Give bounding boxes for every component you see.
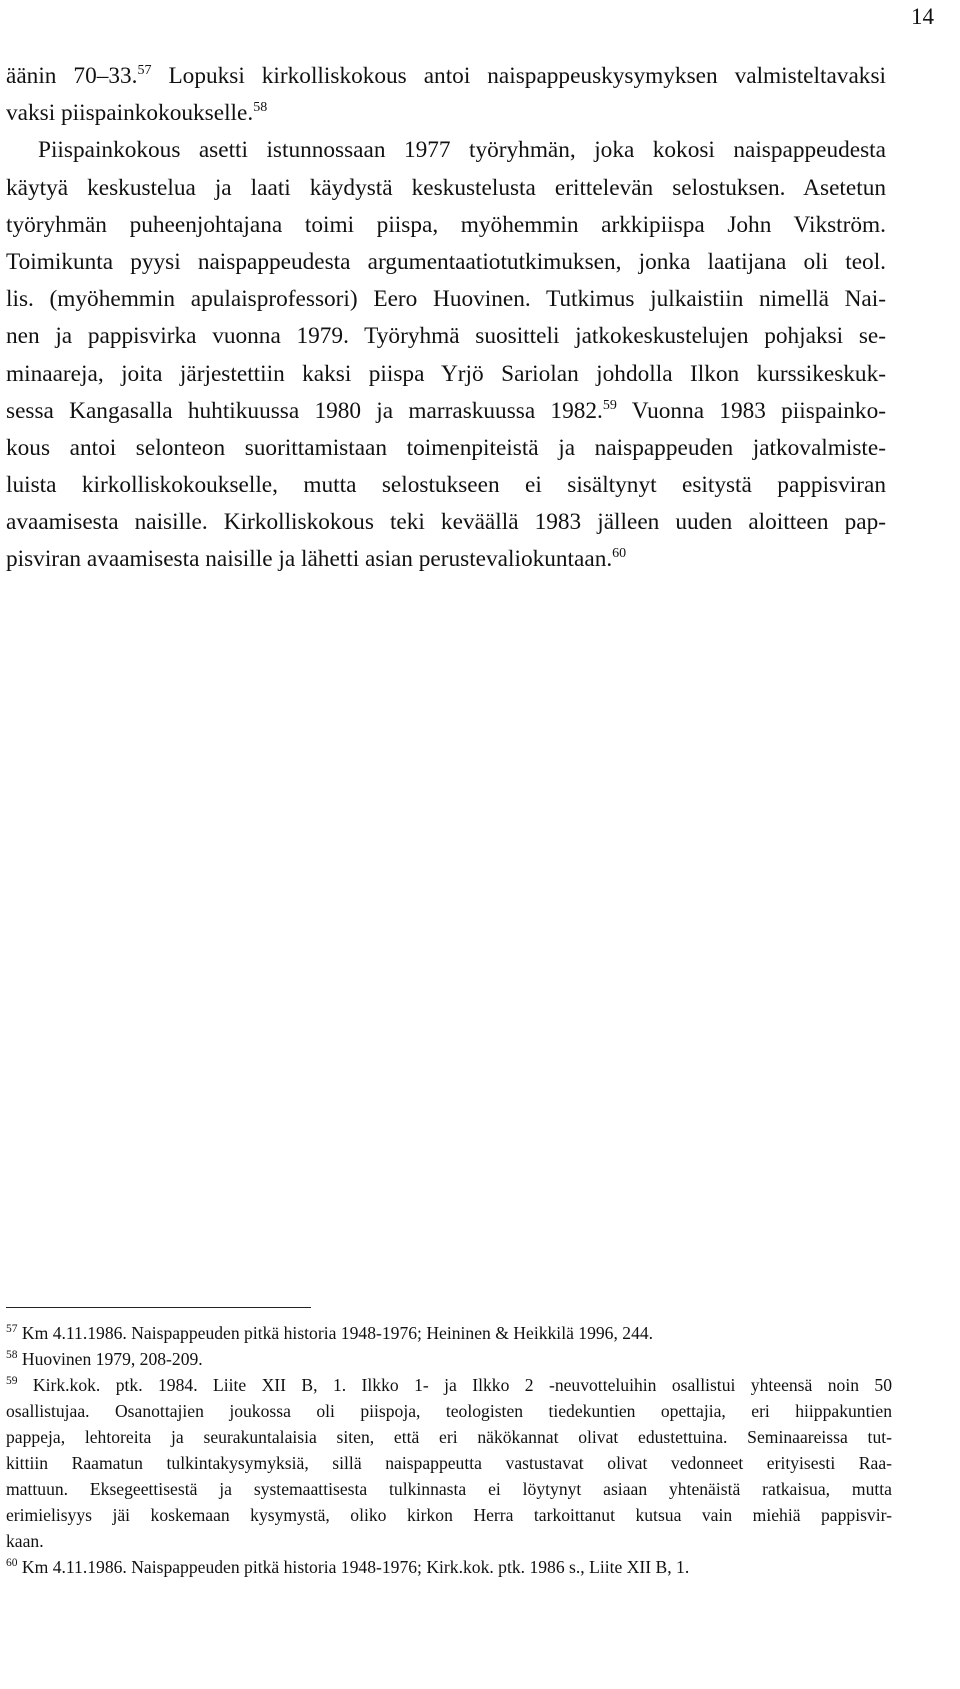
footnote-line: kaan.	[6, 1531, 44, 1551]
body-line: Toimikunta pyysi naispappeudesta argumentaatiotutkimuksen, jonka laatijana oli teol.	[6, 248, 886, 275]
footnote-line: $^{58}$ Huovinen 1979, 208-209.	[6, 1349, 203, 1369]
body-line: avaamisesta naisille. Kirkolliskokous teki keväällä 1983 jälleen uuden aloitteen pap-	[6, 509, 886, 536]
footnote-separator	[6, 1307, 311, 1308]
footnote-number: 59	[6, 1375, 18, 1387]
footnote-ref: 59	[602, 397, 617, 413]
footnote-line: $^{57}$ Km 4.11.1986. Naispappeuden pitkä historia 1948-1976; Heininen & Heikkilä 1996, 244.	[6, 1323, 654, 1343]
footnote-number: 60	[6, 1557, 18, 1569]
body-line: Piispainkokous asetti istunnossaan 1977 työryhmän, joka kokosi naispappeudesta	[38, 137, 886, 164]
body-line: työryhmän puheenjohtajana toimi piispa, myöhemmin arkkipiispa John Vikström.	[6, 211, 886, 238]
footnote-line: $^{59}$ Kirk.kok. ptk. 1984. Liite XII B, 1. Ilkko 1- ja Ilkko 2 -neuvotteluihin osallistui yhteensä noin 50	[6, 1375, 892, 1395]
body-line: kous antoi selonteon suorittamistaan toimenpiteistä ja naispappeuden jatkovalmiste-	[6, 434, 886, 461]
body-line: lis. (myöhemmin apulaisprofessori) Eero Huovinen. Tutkimus julkaistiin nimellä Nai-	[6, 286, 886, 313]
footnote-line: $^{60}$ Km 4.11.1986. Naispappeuden pitkä historia 1948-1976; Kirk.kok. ptk. 1986 s., Liite XII B, 1.	[6, 1557, 690, 1577]
body-line: käytyä keskustelua ja laati käydystä keskustelusta erittelevän selostuksen. Asetetun	[6, 174, 886, 201]
body-text	[6, 58, 886, 579]
body-line: äänin 70–33.57 Lopuksi kirkolliskokous antoi naispappeuskysymyksen valmisteltavaksi	[6, 63, 886, 89]
footnote-line: pappeja, lehtoreita ja seurakuntalaisia siten, että eri näkökannat olivat edustettuina. Seminaareissa tut-	[6, 1427, 892, 1447]
footnote-number: 57	[6, 1323, 18, 1335]
page-number: 14	[911, 4, 934, 29]
footnote-line: mattuun. Eksegeettisestä ja systemaattisesta tulkinnasta ei löytynyt asiaan yhtenäistä ratkaisua, mutta	[6, 1479, 892, 1499]
footnote-ref: 57	[137, 63, 152, 78]
body-line: vaksi piispainkokoukselle.$^{58}$	[6, 100, 268, 127]
body-line: nen ja pappisvirka vuonna 1979. Työryhmä suositteli jatkokeskustelujen pohjaksi se-	[6, 323, 886, 350]
footnotes	[6, 1320, 892, 1580]
footnote-line: kittiin Raamatun tulkintakysymyksiä, sillä naispappeutta vastustavat olivat vedonneet erityisesti Raa-	[6, 1453, 892, 1473]
footnote-ref: 58	[253, 100, 268, 116]
body-line: minaareja, joita järjestettiin kaksi piispa Yrjö Sariolan johdolla Ilkon kurssikeskuk-	[6, 360, 886, 387]
footnote-line: erimielisyys jäi koskemaan kysymystä, oliko kirkon Herra tarkoittanut kutsua vain miehiä pappisvir-	[6, 1505, 892, 1525]
footnote-line: osallistujaa. Osanottajien joukossa oli piispoja, teologisten tiedekuntien opettajia, eri hiippakuntien	[6, 1401, 892, 1421]
footnote-number: 58	[6, 1349, 18, 1361]
body-line: pisviran avaamisesta naisille ja lähetti asian perustevaliokuntaan.$^{60}$	[6, 546, 627, 573]
footnote-ref: 60	[612, 546, 627, 562]
body-line: luista kirkolliskokoukselle, mutta selostukseen ei sisältynyt esitystä pappisviran	[6, 472, 886, 499]
body-line: sessa Kangasalla huhtikuussa 1980 ja marraskuussa 1982.59 Vuonna 1983 piispainko-	[6, 397, 886, 424]
